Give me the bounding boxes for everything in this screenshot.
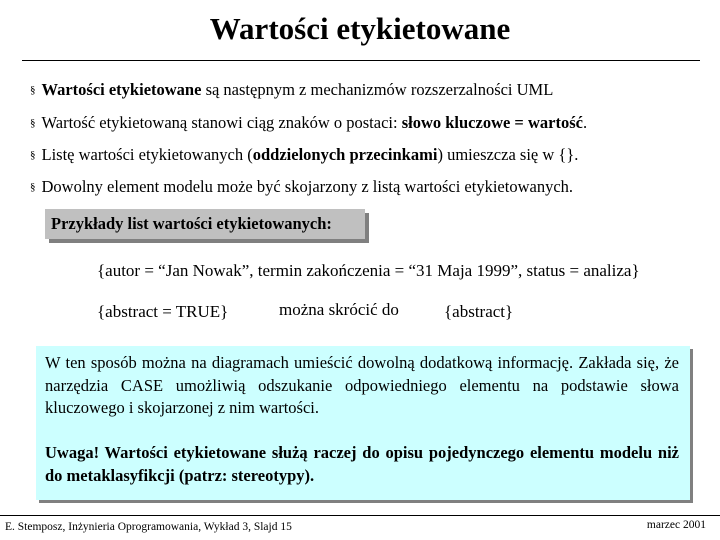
bullet-text: Listę wartości etykietowanych ( <box>41 145 253 164</box>
bullet-marker: § <box>30 181 36 193</box>
title-divider <box>22 60 700 61</box>
bullet-marker: § <box>30 117 36 129</box>
examples-heading: Przykłady list wartości etykietowanych: <box>51 214 332 233</box>
note-paragraph: W ten sposób można na diagramach umieścić dowolną dodatkową informację. Zakłada się, że narzędzia CASE umożliwią odszukanie odpowiedniego elementu na podstawie słowa kluczowego i skojarzonej z nim wartości. <box>45 353 679 417</box>
bullet-end-text: ) umieszcza się w {}. <box>437 145 579 164</box>
bullet-item-1 <box>30 80 553 100</box>
bullet-bold-text: oddzielonych przecinkami <box>252 145 438 164</box>
example-abstract-full: {abstract = TRUE} <box>97 302 229 321</box>
bullet-end-text: . <box>582 113 588 132</box>
footer-author: E. Stemposz, Inżynieria Oprogramowania, Wykład 3, Slajd 15 <box>5 521 292 533</box>
bullet-item-2 <box>30 113 587 133</box>
bullet-bold-text: Wartości etykietowane <box>41 80 202 99</box>
bullet-text: są następnym z mechanizmów rozszerzalności UML <box>201 80 554 99</box>
bullet-item-3 <box>30 145 578 165</box>
footer-date: marzec 2001 <box>646 519 706 531</box>
bullet-marker: § <box>30 84 36 96</box>
bullet-text: Dowolny element modelu może być skojarzony z listą wartości etykietowanych. <box>41 177 574 196</box>
bullet-bold-text: słowo kluczowe = wartość <box>401 113 583 132</box>
example-tagged-values-1: {autor = “Jan Nowak”, termin zakończenia = “31 Maja 1999”, status = analiza} <box>97 261 640 280</box>
slide-title: Wartości etykietowane <box>209 11 511 46</box>
example-abstract-short: {abstract} <box>444 302 514 321</box>
bullet-text: Wartość etykietowaną stanowi ciąg znaków o postaci: <box>41 113 402 132</box>
example-shorten-label: można skrócić do <box>279 300 399 319</box>
bullet-item-4 <box>30 177 573 197</box>
bullet-marker: § <box>30 149 36 161</box>
note-box <box>36 346 690 500</box>
note-warning: Uwaga! Wartości etykietowane służą raczej do opisu pojedynczego elementu modelu niż do metaklasyfikcji (patrz: stereotypy). <box>45 443 679 485</box>
footer-divider <box>0 515 720 516</box>
examples-heading-box <box>45 209 365 239</box>
